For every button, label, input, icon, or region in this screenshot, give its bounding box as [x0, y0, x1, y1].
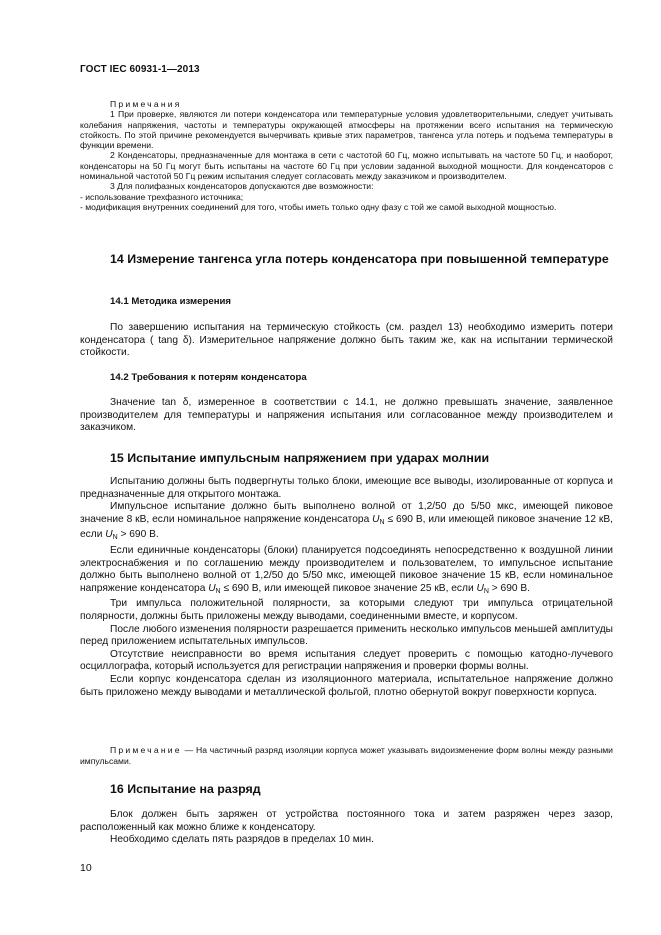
paragraph: Необходимо сделать пять разрядов в пределах 10 мин.: [110, 834, 374, 846]
note-label: Примечание: [110, 745, 182, 755]
page-number: 10: [80, 862, 92, 874]
section-14-2-text: [80, 397, 613, 435]
paragraph: Отсутствие неисправности во время испытания следует проверить с помощью катодно-лучевого осциллографа, который используется для регистрации напряжения и проверки формы волны.: [80, 648, 613, 673]
paragraph: По завершению испытания на термическую стойкость (см. раздел 13) необходимо измерить потери конденсатора ( tang δ). Измерительное напряжение должно быть таким же, как на испытании термической стойкости.: [80, 322, 613, 359]
paragraph: Значение tan δ, измеренное в соответствии с 14.1, не должно превышать значение, заявленное производителем для температуры и напряжения испытания или согласованное между производителем и заказчиком.: [80, 397, 613, 434]
section-14-heading: 14 Измерение тангенса угла потерь конденсатора при повышенной температуре: [110, 252, 609, 266]
note-item: 2 Конденсаторы, предназначенные для монтажа в сети с частотой 60 Гц, можно испытывать на частоте 50 Гц, и наоборот, конденсаторы на 50 Гц могут быть испытаны на частоте 60 Гц при условии заданной выходной мощности. Для конденсаторов с номинальной частотой 50 Гц режим испытания следует согласовать между заказчиком и производителем.: [80, 150, 613, 182]
section-16-text: [80, 809, 613, 847]
note-item: 3 Для полифазных конденсаторов допускаются две возможности:: [110, 181, 374, 192]
paragraph: Если корпус конденсатора сделан из изоляционного материала, испытательное напряжение должно быть приложено между выводами и металлической фольгой, плотно обернутой вокруг поверхности корпуса.: [80, 673, 613, 698]
paragraph: Импульсное испытание должно быть выполнено волной от 1,2/50 до 5/50 мкс, имеющей пиковое значение 8 кВ, если номинальное напряжение конденсатора $U_N \le 690$ В, или имеющей пиковое значение 12 кВ, если $U_N > 690$ В.: [80, 501, 613, 542]
subsection-14-2-heading: 14.2 Требования к потерям конденсатора: [110, 372, 307, 383]
paragraph: Три импульса положительной полярности, за которыми следуют три импульса отрицательной полярности, должны быть приложены между выводами, соединенными вместе, и корпусом.: [80, 598, 613, 622]
paragraph: Испытанию должны быть подвергнуты только блоки, имеющие все выводы, изолированные от корпуса и предназначенные для открытого монтажа.: [80, 476, 613, 500]
note-bullet: - модификация внутренних соединений для того, чтобы иметь только одну фазу с той же самой выходной мощностью.: [80, 201, 557, 212]
section-16-heading: 16 Испытание на разряд: [110, 782, 261, 796]
section-15-heading: 15 Испытание импульсным напряжением при ударах молнии: [110, 451, 490, 465]
document-header: ГОСТ IEC 60931-1—2013: [80, 64, 200, 75]
section-14-1-text: [80, 322, 613, 360]
section-15-note: [80, 745, 613, 766]
notes-title: Примечания: [110, 99, 182, 109]
paragraph: Если единичные конденсаторы (блоки) планируется подсоединять непосредственно к воздушной линии электроснабжения и по соглашению между производителем и пользователем, то импульсное испытание должно быть выполнено волной от 1,2/50 до 5/50 мкс, имеющей пиковое значение 15 кВ, если номинальное напряжение конденсатора $U_N \le 690$ В, или имеющей пиковое значение 25 кВ, если $U_N > 690$ В.: [80, 544, 613, 595]
note-bullet: - использование трехфазного источника;: [80, 191, 244, 202]
section-15-text: [80, 476, 613, 699]
paragraph: После любого изменения полярности разрешается применить несколько импульсов меньшей амплитуды перед приложением испытательных импульсов.: [80, 623, 613, 648]
paragraph: Блок должен быть заряжен от устройства постоянного тока и затем разряжен через зазор, расположенный как можно ближе к конденсатору.: [80, 809, 613, 833]
subsection-14-1-heading: 14.1 Методика измерения: [110, 296, 231, 307]
notes-block: [80, 99, 613, 212]
note-item: 1 При проверке, являются ли потери конденсатора или температурные условия удовлетворительными, следует учитывать колебания напряжения, частоты и температуры окружающей атмосферы на протяжении всего испытания на термическую стойкость. По этой причине рекомендуется вычерчивать кривые этих параметров, тангенса угла потерь и подъема температуры в функции времени.: [80, 109, 613, 151]
note-text: — На частичный разряд изоляции корпуса может указывать видоизменение форм волны между разными импульсами.: [80, 745, 613, 766]
